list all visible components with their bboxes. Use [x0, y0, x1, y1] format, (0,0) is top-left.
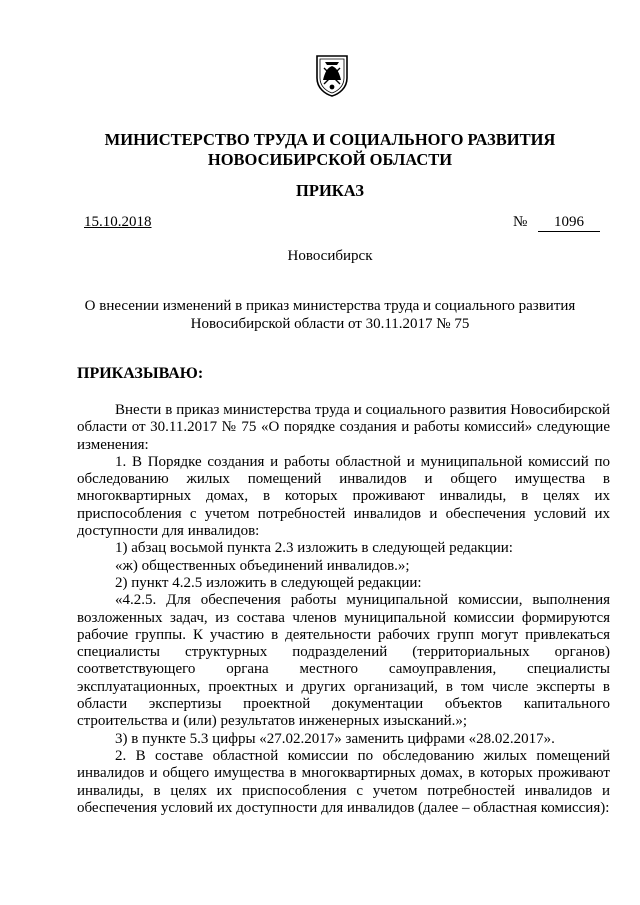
- body-paragraph: 1) абзац восьмой пункта 2.3 изложить в следующей редакции:: [115, 540, 513, 557]
- document-date: 15.10.2018: [84, 214, 152, 230]
- ministry-name: [60, 130, 600, 170]
- city-name: Новосибирск: [287, 248, 373, 264]
- body-paragraph: 1. В Порядке создания и работы областной и муниципальной комиссий по обследованию жилых помещений инвалидов и общего имущества в многоквартирных домах, в которых проживают инвалиды, в целях их приспособления с учетом потребностей инвалидов и обеспечения условий их доступности для инвалидов:: [77, 453, 610, 540]
- ministry-line-2: НОВОСИБИРСКОЙ ОБЛАСТИ: [207, 150, 453, 169]
- order-directive-heading: ПРИКАЗЫВАЮ:: [77, 365, 204, 382]
- subject-line-2: Новосибирской области от 30.11.2017 № 75: [190, 316, 470, 332]
- body-paragraph: 3) в пункте 5.3 цифры «27.02.2017» заменить цифрами «28.02.2017».: [115, 730, 555, 747]
- body-paragraph: 2. В составе областной комиссии по обследованию жилых помещений инвалидов и общего имущества в многоквартирных домах, в которых проживают инвалиды, в целях их приспособления с учетом потребностей инвалидов и обеспечения условий их доступности для инвалидов (далее – областная комиссия):: [77, 747, 610, 816]
- document-type: ПРИКАЗ: [296, 181, 364, 200]
- subject-line-1: О внесении изменений в приказ министерства труда и социального развития: [84, 298, 576, 314]
- body-paragraph: 2) пункт 4.2.5 изложить в следующей редакции:: [115, 574, 422, 591]
- document-subject: [60, 297, 600, 333]
- body-paragraph: «ж) общественных объединений инвалидов.»;: [115, 557, 410, 574]
- document-body: [77, 402, 610, 817]
- body-paragraph: «4.2.5. Для обеспечения работы муниципальной комиссии, выполнения возложенных задач, из состава членов муниципальной комиссии формируются рабочие группы. К участию в деятельности рабочих групп могут привлекаться специалисты структурных подразделений (территориальных органов) соответствующего органа местного самоуправления, специалисты эксплуатационных, проектных и других организаций, в том числе эксперты в области экспертизы проектной документации объектов капитального строительства и (или) результатов инженерных изысканий.»;: [77, 592, 610, 730]
- body-paragraph: Внести в приказ министерства труда и социального развития Новосибирской области от 30.11.2017 № 75 «О порядке создания и работы комиссий» следующие изменения:: [77, 402, 610, 453]
- novosibirsk-coat-of-arms-icon: [315, 54, 349, 98]
- ministry-line-1: МИНИСТЕРСТВО ТРУДА И СОЦИАЛЬНОГО РАЗВИТИЯ: [104, 130, 556, 149]
- document-number: 1096: [538, 213, 600, 232]
- number-sign: №: [513, 214, 528, 230]
